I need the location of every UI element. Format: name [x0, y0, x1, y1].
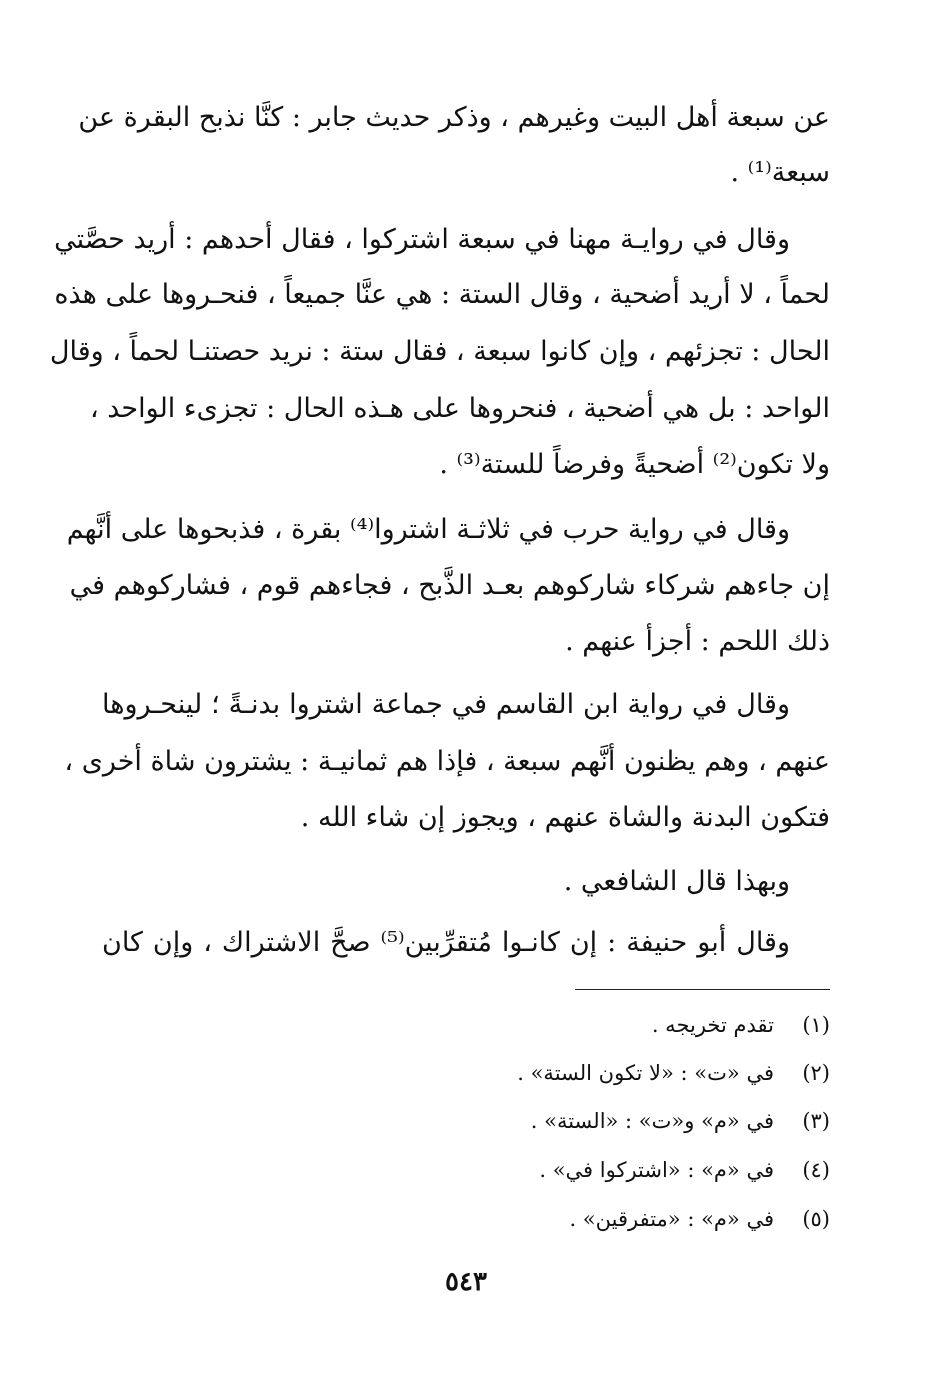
body-line: عنهم ، وهم يظنون أنَّهم سبعة ، فإذا هم ثمانيـة : يشترون شاة أخرى ،	[64, 746, 830, 777]
body-line: وقال أبو حنيفة : إن كانـوا مُتقرِّبين⁽⁵⁾ صحَّ الاشتراك ، وإن كان	[102, 927, 790, 958]
body-line: وبهذا قال الشافعي .	[563, 866, 790, 897]
body-line: وقال في رواية حرب في ثلاثـة اشتروا⁽⁴⁾ بقرة ، فذبحوها على أنَّهم	[66, 514, 790, 545]
footnote	[102, 1155, 830, 1185]
footnote-text: في «م» : «متفرقين» .	[569, 1207, 774, 1231]
body-line: لحماً ، لا أريد أضحية ، وقال الستة : هي عنَّا جميعاً ، فنحـروها على هذه	[54, 279, 830, 310]
body-line: الواحد : بل هي أضحية ، فنحروها على هـذه الحال : تجزىء الواحد ،	[89, 393, 830, 424]
page-number: ٥٤٣	[445, 1267, 487, 1297]
footnote-number: (٥)	[802, 1207, 830, 1231]
body-line: وقال في رواية ابن القاسم في جماعة اشتروا بدنـةً ؛ لينحـروها	[102, 689, 790, 720]
footnote-text: في «ت» : «لا تكون الستة» .	[517, 1061, 774, 1085]
footnote-number: (٤)	[802, 1158, 830, 1182]
footnote	[102, 1106, 830, 1136]
body-line: ذلك اللحم : أجزأ عنهم .	[565, 626, 830, 657]
footnote-number: (١)	[802, 1013, 830, 1037]
footnote-number: (٣)	[802, 1109, 830, 1133]
body-line: إن جاءهم شركاء شاركوهم بعـد الذَّبح ، فجاءهم قوم ، فشاركوهم في	[69, 570, 830, 601]
footnote	[102, 1204, 830, 1234]
body-line: وقال في روايـة مهنا في سبعة اشتركوا ، فقال أحدهم : أريد حصَّتي	[54, 224, 790, 255]
footnote-text: تقدم تخريجه .	[651, 1013, 774, 1037]
footnote	[102, 1058, 830, 1088]
footnote-number: (٢)	[802, 1061, 830, 1085]
body-line: فتكون البدنة والشاة عنهم ، ويجوز إن شاء الله .	[300, 802, 830, 833]
body-line: الحال : تجزئهم ، وإن كانوا سبعة ، فقال ستة : نريد حصتنـا لحماً ، وقال	[49, 336, 830, 367]
footnote-separator	[575, 989, 830, 990]
footnote-text: في «م» و«ت» : «الستة» .	[530, 1109, 774, 1133]
footnote-text: في «م» : «اشتركوا في» .	[539, 1158, 774, 1182]
body-line: ولا تكون⁽²⁾ أضحيةً وفرضاً للستة⁽³⁾ .	[439, 449, 830, 480]
body-line: سبعة⁽¹⁾ .	[730, 157, 830, 188]
body-line: عن سبعة أهل البيت وغيرهم ، وذكر حديث جابر : كنَّا نذبح البقرة عن	[78, 102, 830, 133]
footnote	[102, 1010, 830, 1040]
